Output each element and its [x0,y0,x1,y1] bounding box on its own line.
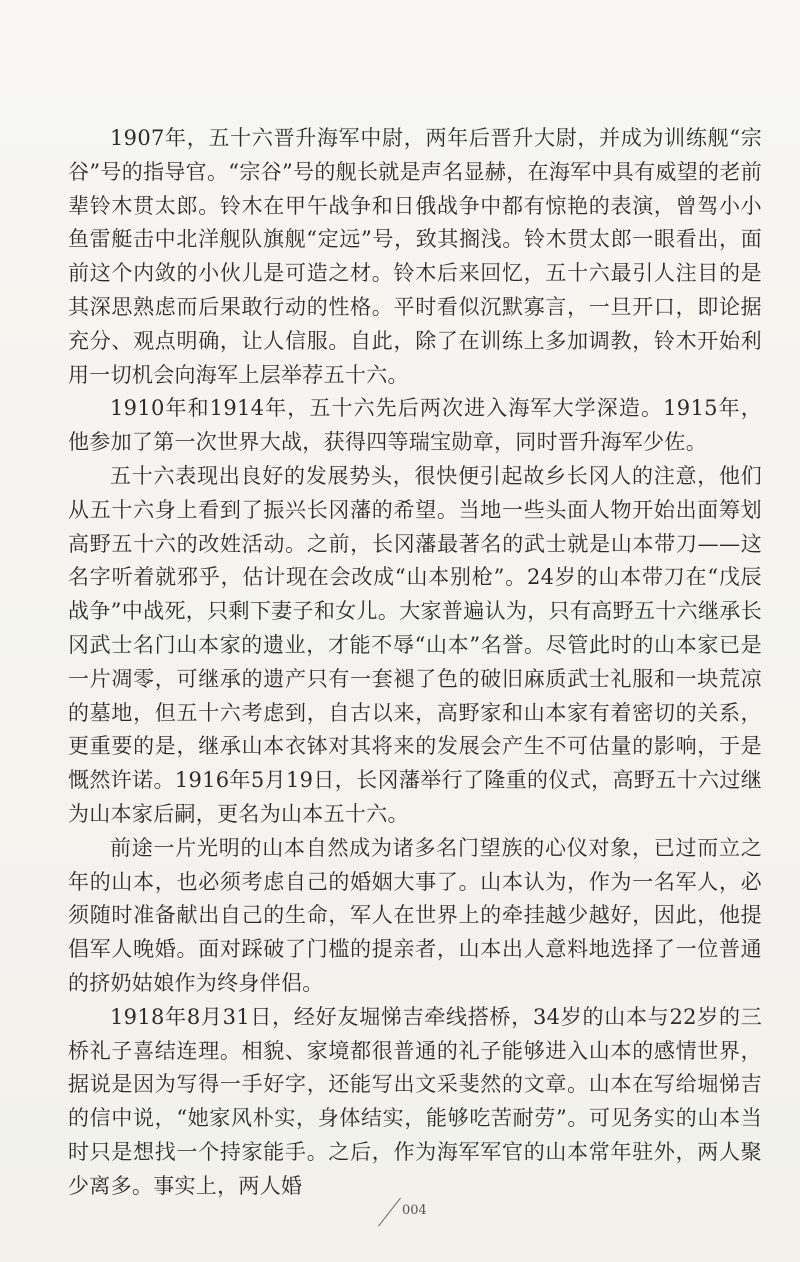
paragraph-5: 1918年8月31日，经好友堀悌吉牵线搭桥，34岁的山本与22岁的三桥礼子喜结连理。相貌、家境都很普通的礼子能够进入山本的感情世界，据说是因为写得一手好字，还能写出文采斐然的文章。山本在写给堀悌吉的信中说，“她家风朴实，身体结实，能够吃苦耐劳”。可见务实的山本当时只是想找一个持家能手。之后，作为海军军官的山本常年驻外，两人聚少离多。事实上，两人婚 [68,1004,762,1198]
page-number-text: 004 [402,1203,427,1218]
paragraph-3: 五十六表现出良好的发展势头，很快便引起故乡长冈人的注意，他们从五十六身上看到了振兴长冈藩的希望。当地一些头面人物开始出面筹划高野五十六的改姓活动。之前，长冈藩最著名的武士就是山本带刀——这名字听着就邪乎，估计现在会改成“山本别枪”。24岁的山本带刀在“戊辰战争”中战死，只剩下妻子和女儿。大家普遍认为，只有高野五十六继承长冈武士名门山本家的遗业，才能不辱“山本”名誉。尽管此时的山本家已是一片凋零，可继承的遗产只有一套褪了色的破旧麻质武士礼服和一块荒凉的墓地，但五十六考虑到，自古以来，高野家和山本家有着密切的关系，更重要的是，继承山本衣钵对其将来的发展会产生不可估量的影响，于是慨然许诺。1916年5月19日，长冈藩举行了隆重的仪式，高野五十六过继为山本家后嗣，更名为山本五十六。 [68,463,762,826]
paragraph-1: 1907年，五十六晋升海军中尉，两年后晋升大尉，并成为训练舰“宗谷”号的指导官。“宗谷”号的舰长就是声名显赫，在海军中具有威望的老前辈铃木贯太郎。铃木在甲午战争和日俄战争中都有惊艳的表演，曾驾小小鱼雷艇击中北洋舰队旗舰“定远”号，致其搁浅。铃木贯太郎一眼看出，面前这个内敛的小伙儿是可造之材。铃木后来回忆，五十六最引人注目的是其深思熟虑而后果敢行动的性格。平时看似沉默寡言，一旦开口，即论据充分、观点明确，让人信服。自此，除了在训练上多加调教，铃木开始利用一切机会向海军上层举荐五十六。 [68,126,762,387]
paragraph-4: 前途一片光明的山本自然成为诸多名门望族的心仪对象，已过而立之年的山本，也必须考虑自己的婚姻大事了。山本认为，作为一名军人，必须随时准备献出自己的生命，军人在世界上的牵挂越少越好，因此，他提倡军人晚婚。面对踩破了门槛的提亲者，山本出人意料地选择了一位普通的挤奶姑娘作为终身伴侣。 [68,835,762,995]
page-number-slash [378,1198,401,1227]
body-text [68,122,762,1204]
page-number [372,1190,432,1230]
paragraph-2: 1910年和1914年，五十六先后两次进入海军大学深造。1915年，他参加了第一次世界大战，获得四等瑞宝勋章，同时晋升海军少佐。 [68,396,762,455]
